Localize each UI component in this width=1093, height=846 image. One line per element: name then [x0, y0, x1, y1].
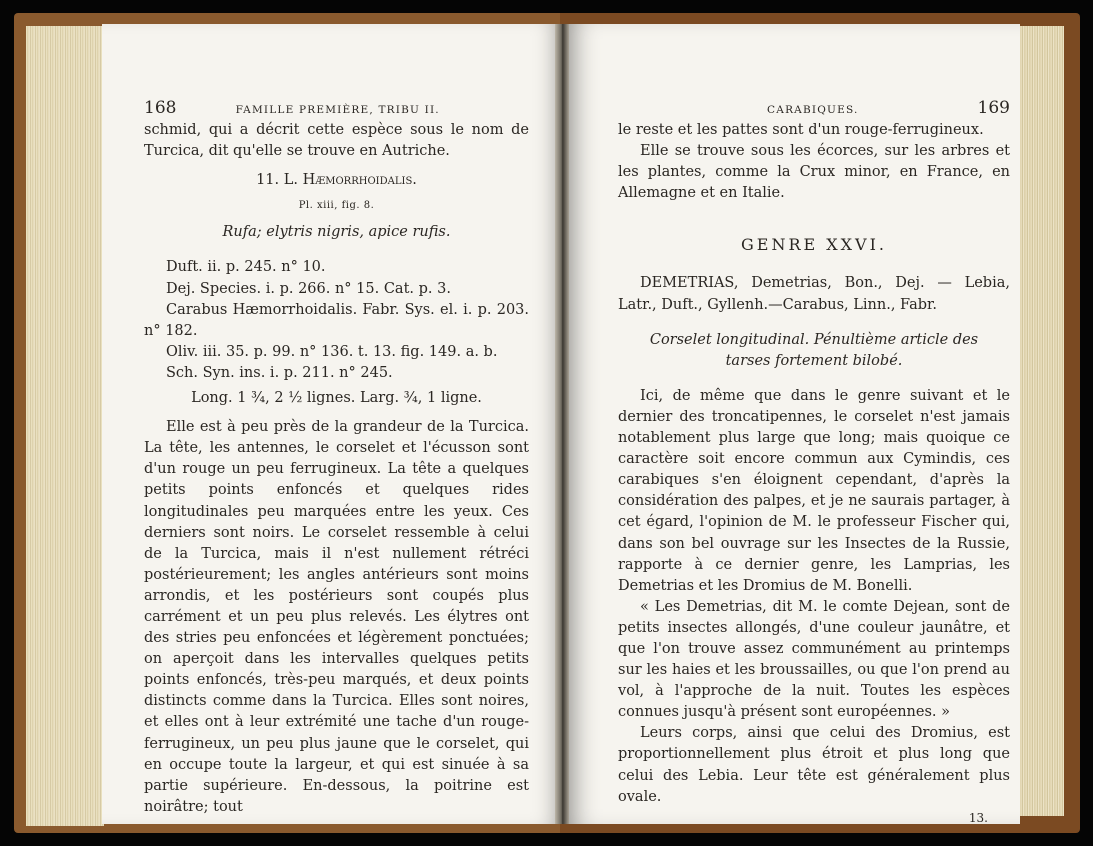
species-diagnosis: Rufa; elytris nigris, apice rufis. — [222, 224, 451, 241]
body-paragraph: Leurs corps, ainsi que celui des Dromius, est proportionnellement plus étroit et plus long que celui des Lebia. Leur tête est généralement plus ovale. — [618, 725, 1010, 805]
left-page — [102, 24, 560, 824]
left-page-number: 168 — [144, 98, 177, 118]
right-page-number: 169 — [977, 98, 1010, 118]
plate-reference: Pl. xiii, fig. 8. — [298, 200, 375, 212]
reference-line: Dej. Species. i. p. 266. n° 15. Cat. p. 3. — [166, 280, 451, 297]
right-running-title: CARABIQUES. — [767, 104, 859, 116]
left-running-title: FAMILLE PREMIÈRE, TRIBU II. — [235, 104, 440, 116]
left-running-head — [144, 98, 529, 120]
genus-character: Corselet longitudinal. Pénultième article des tarses fortement bilobé. — [649, 331, 979, 369]
book-gutter — [555, 24, 569, 824]
right-continuation: le reste et les pattes sont d'un rouge-ferrugineux. — [618, 122, 984, 138]
left-continuation: schmid, qui a décrit cette espèce sous le nom de Turcica, dit qu'elle se trouve en Autriche. — [144, 122, 529, 160]
species-description: Elle est à peu près de la grandeur de la Turcica. La tête, les antennes, le corselet et l'écusson sont d'un rouge un peu ferrugineux. La tête a quelques petits points enfoncés et quelques rides longitudinales peu marquées entre les yeux. Ces derniers sont noirs. Le corselet ressemble à celui de la Turcica, mais il n'est nullement rétréci postérieurement; les angles antérieurs sont moins arrondis, et les postérieurs sont coupés plus carrément et un peu plus relevés. Les élytres ont des stries peu enfoncées et légèrement ponctuées; on aperçoit dans les intervalles quelques petits points enfoncés, très-peu marqués, et deux points distincts comme dans la Turcica. Elles sont noires, et elles ont à leur extrémité une tache d'un rouge-ferrugineux, un peu plus jaune que le corselet, qui en occupe toute la largeur, et qui est sinuée à sa partie supérieure. En-dessous, la poitrine est noirâtre; tout — [144, 419, 529, 815]
habitat-paragraph: Elle se trouve sous les écorces, sur les arbres et les plantes, comme la Crux minor, en France, en Allemagne et en Italie. — [618, 143, 1010, 202]
genre-heading: GENRE XXVI. — [740, 235, 887, 255]
reference-line: Sch. Syn. ins. i. p. 211. n° 245. — [166, 364, 393, 381]
signature-mark: 13. — [968, 810, 988, 825]
page-edges-right — [1018, 26, 1064, 816]
reference-line: Oliv. iii. 35. p. 99. n° 136. t. 13. fig. 149. a. b. — [166, 343, 498, 360]
body-paragraph: « Les Demetrias, dit M. le comte Dejean, sont de petits insectes allongés, d'une couleur jaunâtre, et que l'on trouve assez communément au printemps sur les haies et les broussailles, ou que l'on prend au vol, à l'approche de la nuit. Toutes les espèces connues jusqu'à présent sont européennes. » — [618, 598, 1010, 721]
measurements: Long. 1 ¾, 2 ½ lignes. Larg. ¾, 1 ligne. — [191, 390, 482, 407]
species-heading: 11. L. Hæmorrhoidalis. — [256, 172, 417, 189]
reference-line: Carabus Hæmorrhoidalis. Fabr. Sys. el. i. p. 203. n° 182. — [144, 301, 529, 339]
reference-line: Duft. ii. p. 245. n° 10. — [166, 259, 326, 276]
genus-synonymy: DEMETRIAS, Demetrias, Bon., Dej. — Lebia, Latr., Duft., Gyllenh.—Carabus, Linn., Fabr. — [618, 275, 1010, 313]
right-page — [566, 24, 1020, 824]
right-running-head — [618, 98, 1010, 120]
page-edges-left — [26, 26, 104, 826]
body-paragraph: Ici, de même que dans le genre suivant et le dernier des troncatipennes, le corselet n'est jamais notablement plus large que long; mais quoique ce caractère soit encore commun aux Cymindis, ces carabiques s'en éloignent cependant, d'après la considération des palpes, et je ne saurais partager, à cet égard, l'opinion de M. le professeur Fischer qui, dans son bel ouvrage sur les Insectes de la Russie, rapporte à ce dernier genre, les Lamprias, les Demetrias et les Dromius de M. Bonelli. — [618, 387, 1010, 594]
